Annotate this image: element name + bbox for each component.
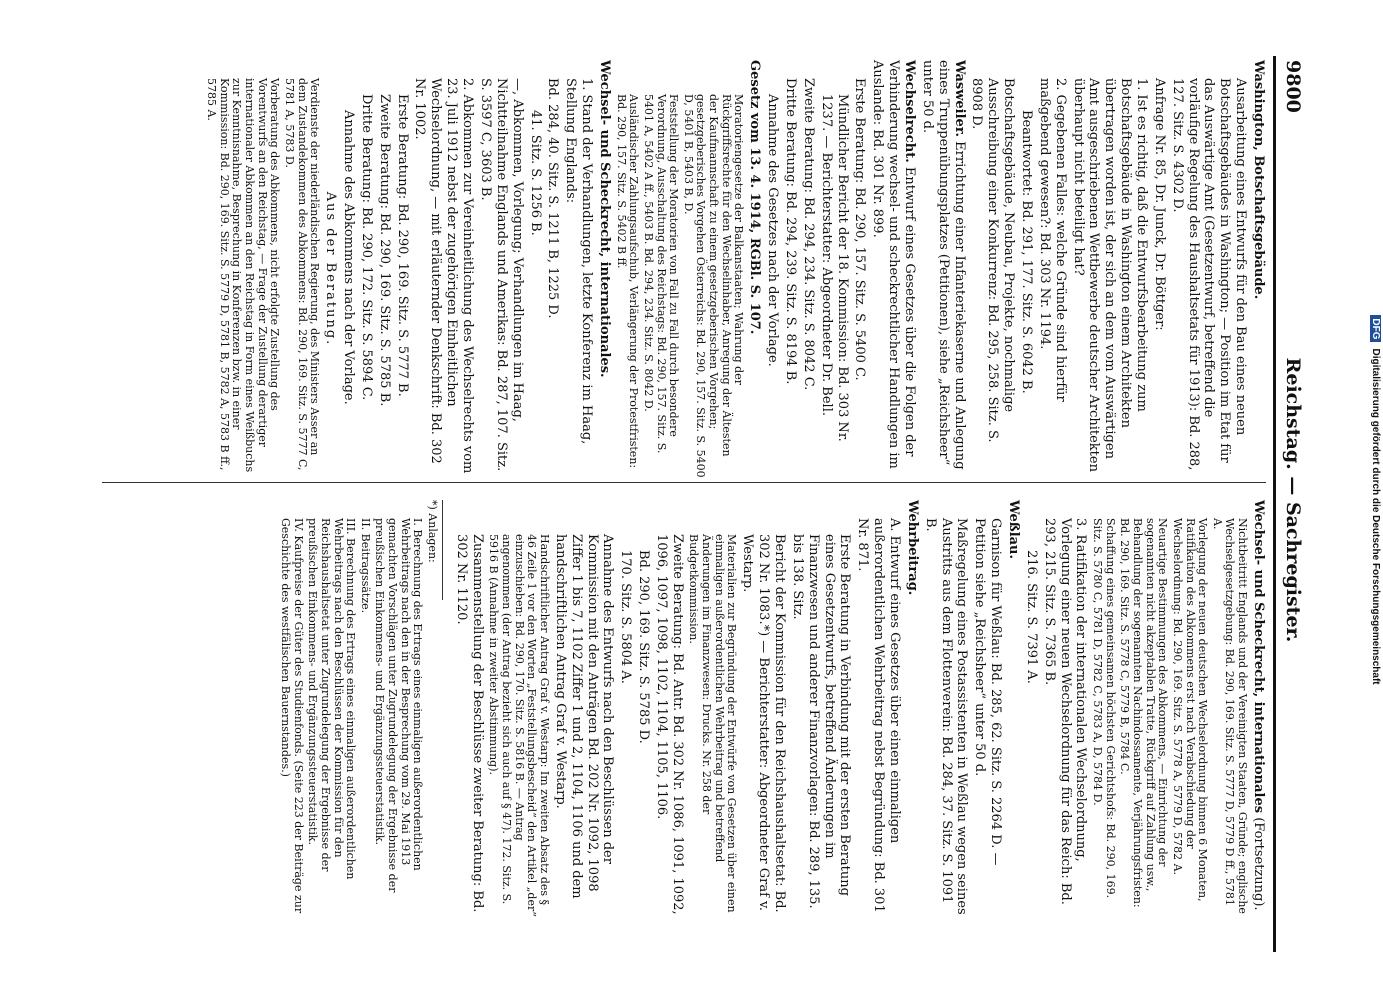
index-entry [393, 60, 409, 478]
entry-text: 3. Ratifikation der internationalen Wechselordnung, Vorlegung einer neuen Wechselordnung für das Reich: Bd. 293, 215. Sitz. S. 7365 B. [1041, 518, 1088, 905]
entry-text: Entwurf eines Gesetzes über die Folgen der Verhinderung wechsel- und scheckrechtlicher Handlungen im Auslande: Bd. 301 Nr. 899. [869, 60, 917, 469]
entry-text: Erste Beratung: Bd. 290, 157. Sitz. S. 5400 C. [851, 78, 867, 381]
index-entry [375, 60, 391, 478]
entry-text: 2. Abkommen zur Vereinheitlichung des Wechselrechts vom 23. Juli 1912 nebst der zugehörigen Einheitlichen Wechselordnung, — mit erläuternder Denkschrift: Bd. 302 Nr. 1002. [412, 78, 475, 474]
entry-text: I. Berechnung des Ertrags eines einmaligen außerordentlichen Wehrbeitrags nach den in der Besprechung vom 29. Mai 1913 gemachten Vorschlägen unter Zugrundelegung der Ergebnisse der preußischen Einkommens- und Ergänzungssteuerstatistik. [372, 518, 424, 893]
index-entry [486, 500, 549, 918]
index-entry [1117, 500, 1168, 918]
entry-text: III. Berechnung des Ertrags eines einmaligen außerordentlichen Wehrbeitrags nach den Beschlüssen der Kommission für den Reichshaushaltsetat unter Zugrundelegung der Ergebnisse der preußischen Einkommens- und Ergänzungssteuerstatistik. [305, 518, 357, 880]
entry-text: Bd. 290, 169. Sitz. S. 5785 D. [635, 550, 651, 744]
entry-text: 1. Stand der Verhandlungen, letzte Konferenz im Haag, Stellung Englands: [562, 78, 594, 445]
index-entry [1023, 500, 1039, 918]
entry-text: 2. Gegebenen Falles: welche Gründe sind hierfür maßgebend gewesen?: Bd. 303 Nr. 1194. [1036, 78, 1068, 402]
dfg-badge: DFG [1370, 315, 1381, 342]
entry-text: Erste Beratung: Bd. 290, 169. Sitz. S. 5777 B. [394, 94, 410, 397]
index-entry [613, 60, 638, 478]
entry-text: Bd. 284, 40. Sitz. S. 1211 B, 1225 D. [544, 78, 560, 319]
index-entry [617, 500, 633, 918]
entry-text: Zweite Beratung: Bd. 294, 234. Sitz. S. 8042 C. [800, 78, 816, 391]
index-entry [1250, 60, 1266, 478]
index-entry [322, 60, 338, 478]
entry-keyword: Wechsel- und Scheckrecht, internationales. [596, 60, 612, 378]
entry-text: A. Entwurf eines Gesetzes über einen einmaligen außerordentlichen Wehrbeitrag nebst Begründung: Bd. 301 Nr. 871. [854, 518, 902, 913]
entry-text: Dritte Beratung: Bd. 294, 239. Sitz. S. 8194 B. [782, 78, 798, 385]
index-entry [526, 60, 542, 478]
footnote-rule [442, 500, 443, 600]
index-entry [278, 500, 303, 918]
entry-text: Zweite Beratung: Bd. 290, 169. Sitz. S. 5785 B. [376, 94, 392, 407]
index-entry [764, 60, 780, 478]
entry-text: Gesetz vom 13. 4. 1914, RGBl. S. 107. [746, 60, 762, 335]
index-entry [425, 500, 438, 918]
entry-text: Annahme des Gesetzes nach der Vorlage. [764, 94, 780, 367]
entry-text: Erste Beratung in Verbindung mit der ersten Beratung eines Gesetzentwurfs, betreffend Änderungen im Finanzwesen und anderer Finanzvorlagen: Bd. 289, 135. bis 138. Sitz. [789, 534, 852, 909]
entry-text: 170. Sitz. S. 5804 A. [617, 550, 633, 684]
index-entry [411, 60, 474, 478]
entry-text: —, Abkommen, Vorlegung; Verhandlungen im Haag, Nichtteilnahme Englands und Amerikas: Bd. 287, 107. Sitz. S. 3597 C, 3603 B. [477, 78, 525, 472]
entry-text: Zweite Beratung: Bd. Antr. Bd. 302 Nr. 1086, 1091, 1092, 1096, 1097, 1098, 1102, 1104, 1105, 1106. [653, 534, 685, 915]
entry-keyword: Washington, [1250, 60, 1266, 151]
entry-text: Botschaftsgebäude. [1250, 150, 1266, 300]
index-entry [562, 60, 594, 478]
entry-keyword: Wechselrecht. [901, 60, 917, 163]
index-entry [782, 60, 798, 478]
entry-text: Garnison für Weßlau: Bd. 285, 62. Sitz. S. 2264 D. — Petition siehe „Reichsheer“ unter 50 d. [971, 518, 1003, 866]
index-entry [869, 60, 917, 478]
dfg-credit [1367, 0, 1381, 1000]
entry-text: Aus der Beratung. [322, 191, 338, 347]
entry-text: Nichtbeitritt Englands und der Vereinigten Staaten, Gründe; englische Wechselgesetzgebung: Bd. 290, 169. Sitz. S. 5777 D, 5779 D ff., 5781 A. [1210, 518, 1249, 914]
index-entry [544, 60, 560, 478]
index-entry [653, 500, 685, 918]
entry-keyword: Weßlau. [1005, 500, 1021, 560]
page-title: Reichstag. — Sachregister. [1281, 357, 1304, 643]
index-entry [739, 500, 787, 918]
index-entry [453, 500, 485, 918]
entry-text: II. Beitragssätze. [358, 518, 372, 614]
entry-text: 1. Ist es richtig, daß die Entwurfsbearbeitung zum Botschaftsgebäude in Washington einem Architekten übertragen worden ist, der sich an dem vom Auswärtigen Amt ausgeschriebenen Wettbewerbe deutscher Architekten überhaupt nicht beteiligt hat? [1070, 78, 1149, 472]
index-entry [1035, 60, 1067, 478]
entry-text: Errichtung einer Infanteriekaserne und Anlegung eines Truppenübungsplatzes (Petitionen), siehe „Reichsheer“ unter 50 d. [919, 60, 967, 470]
index-entry [1090, 500, 1115, 918]
index-entry [305, 500, 356, 918]
index-entry [799, 60, 815, 478]
entry-text: Anfrage Nr. 85, Dr. Junck, Dr. Böttger: [1151, 78, 1167, 331]
entry-text: (Fortsetzung). [1250, 813, 1266, 911]
entry-text: Vorberatung des Abkommens, nicht erfolgte Zustellung des Vorentwurfs an den Reichstag, — Frage der Zustellung derartiger internationaler Abkommen an den Reichstag in Form eines Weißbuchs zur Kenntnisnahme, Besprechung in Konferenzen bzw. in einer Kommission: Bd. 290, 169. Sitz. S. 5779 D, 5781 B, 5782 A, 5783 B ff., 5785 A. [204, 78, 281, 473]
entry-text: Vorlegung der neuen deutschen Wechselordnung binnen 6 Monaten, Ratifikation des Abkommens erst nach Verabschiedung der Wechselordnung: Bd. 290, 169. Sitz. S. 5778 A, 5779 D, 5782 A. [1170, 518, 1209, 902]
entry-text: 41. Sitz. S. 1256 B. [527, 110, 543, 236]
index-entry [788, 500, 851, 918]
index-entry [282, 60, 320, 478]
page-number: 9800 [1281, 60, 1304, 113]
index-entry [1005, 500, 1021, 918]
sidebar-strip [1367, 0, 1381, 1000]
column-divider [102, 482, 1266, 483]
index-entry [1018, 60, 1034, 478]
entry-keyword: Wehrbeitrag. [904, 500, 920, 596]
index-entry [817, 60, 849, 478]
entry-text: Feststellung der Moratorien von Fall zu Fall durch besondere Verordnung, Ausschaltung des Reichstags: Bd. 290, 157. Sitz. S. 5401 A, 5402 A ff., 5403 B. Bd. 294, 234. Sitz. S. 8042 D. [641, 94, 680, 454]
entry-text: Ausländischer Zahlungsaufschub, Verlängerung der Protestfristen: Bd. 290, 157. Sitz. S. 5402 B ff. [614, 94, 640, 469]
entry-text: Maßregelung eines Postassistenten in Weßlau wegen seines Austritts aus dem Flottenverein: Bd. 284, 37. Sitz. S. 1091 B. [922, 518, 969, 915]
index-entry [1170, 500, 1208, 918]
entry-text: Neuartige Bestimmungen des Abkommens, — Einrichtung der sogenannten nicht akzeptablen Tratte, Rückgriff auf Zahlung usw., Behandlung der sogenannten Nachindossamente, Verjährungsfristen: Bd. 290, 169. Sitz. S. 5778 C, 5779 B, 5784 C. [1117, 518, 1169, 908]
index-entry [921, 500, 969, 918]
entry-text: Beantwortet: Bd. 291, 177. Sitz. S. 6042 B. [1018, 110, 1034, 394]
index-entry [854, 500, 902, 918]
entry-text: *) Anlagen: [425, 500, 439, 563]
index-entry [1150, 60, 1166, 478]
index-entry [340, 60, 356, 478]
entry-text: Mündlicher Bericht der 18. Kommission: Bd. 303 Nr. 1237. — Berichterstatter: Abgeordneter Dr. Bell. [818, 94, 850, 442]
index-entry [686, 500, 737, 918]
index-entry [918, 60, 966, 478]
entry-text: Verdienste der niederländischen Regierung, des Ministers Asser an dem Zustandekommen des Abkommens: Bd. 290, 169. Sitz. S. 5777 C, 5781 A, 5783 D. [282, 78, 321, 471]
entry-text: Annahme des Entwurfs nach den Beschlüssen der Kommission mit den Anträgen Bd. 202 Nr. 1092, 1098 Ziffer 1 bis 7, 1102 Ziffer 1 und 2, 1104, 1106 und dem handschriftlichen Antrag Graf v. Westarp. [552, 534, 615, 899]
index-entry [596, 60, 612, 478]
entry-keyword: Wechsel- und Scheckrecht, internationales [1250, 500, 1266, 814]
left-column [202, 60, 1265, 478]
entry-text: Materialien zur Begründung der Entwürfe von Gesetzen über einen einmaligen außerordentlichen Wehrbeitrag und betreffend Änderungen im Finanzwesen: Drucks. Nr. 258 der Budgetkommission. [686, 534, 738, 913]
index-entry [1040, 500, 1088, 918]
entry-text: Bericht der Kommission für den Reichshaushaltsetat: Bd. 302 Nr. 1083.*) — Berichterstatter: Abgeordneter Graf v. Westarp. [739, 534, 787, 913]
index-entry [746, 60, 762, 478]
index-entry [1250, 500, 1266, 918]
index-entry [1210, 500, 1248, 918]
index-entry [904, 500, 920, 918]
index-entry [358, 60, 374, 478]
entry-keyword: Wasweiler. [951, 60, 967, 138]
header-rule [1273, 56, 1276, 952]
entry-text: Dritte Beratung: Bd. 290, 172. Sitz. S. 5894 C. [358, 94, 374, 401]
index-entry [971, 500, 1003, 918]
entry-text: Schaffung eines gemeinsamen höchsten Gerichtshofs: Bd. 290, 169. Sitz. S. 5780 C, 5781 D, 5782 C, 5783 A, D, 5784 D. [1090, 518, 1117, 899]
rotated-page [62, 20, 1322, 980]
index-entry [681, 60, 744, 478]
entry-text: Moratoriengesetze der Balkanstaaten; Wahrung der Rückgriffsrechte für den Wechselinhaber, Anregung der Ältesten der Kaufmannschaft zu einem gesetzgeberischen Vorgehen; gesetzgeberisches Vorgehen Österreichs: Bd. 290, 157. Sitz. S. 5400 D, 5401 B, 5403 B, D. [681, 94, 745, 478]
right-column [276, 500, 1266, 918]
index-entry [551, 500, 614, 918]
index-entry [477, 60, 525, 478]
dfg-credit-text: Digitalisierung gefördert durch die Deutsche Forschungsgemeinschaft [1370, 348, 1381, 685]
entry-text: 216. Sitz. S. 7391 A. [1023, 550, 1039, 684]
index-entry [851, 60, 867, 478]
index-entry [358, 500, 371, 918]
entry-text: Annahme des Abkommens nach der Vorlage. [340, 110, 356, 405]
index-entry [204, 60, 280, 478]
entry-text: Handschriftlicher Antrag Graf v. Westarp: Im zweiten Absatz des § 46 Zeile 1 vor den Worten „Feststellungsbescheid“ den Artikel „der“ einzuschieben: Bd. 290, 170. Sitz. S. 5816 B. — Antrag angenommen (der Antrag bezieht sich auch auf § 47). 172. Sitz. S. 5916 B (Annahme in zweiter Abstimmung). [486, 534, 551, 917]
entry-text: IV. Kaufpreise der Güter des Studienfonds. (Seite 223 der Beiträge zur Geschichte des westfälischen Bauernstandes.) [278, 518, 305, 914]
entry-text: Zusammenstellung der Beschlüsse zweiter Beratung: Bd. 302 Nr. 1120. [453, 534, 485, 913]
index-entry [372, 500, 423, 918]
entry-text: Ausarbeitung eines Entwurfs für den Bau eines neuen Botschaftsgebäudes in Washington; — Position im Etat für das Auswärtige Amt (Gesetzentwurf, betreffend die vorläufige Regelung des Haushaltsetats für 1913): Bd. 288, 127. Sitz. S. 4302 D. [1169, 78, 1248, 471]
entry-text: Botschaftsgebäude, Neubau, Projekte, nochmalige Ausschreibung einer Konkurrenz: Bd. 295, 258. Sitz. S. 8908 D. [968, 78, 1016, 443]
index-entry [641, 60, 679, 478]
index-entry [1168, 60, 1247, 478]
index-entry [968, 60, 1016, 478]
index-entry [635, 500, 651, 918]
index-entry [1069, 60, 1148, 478]
